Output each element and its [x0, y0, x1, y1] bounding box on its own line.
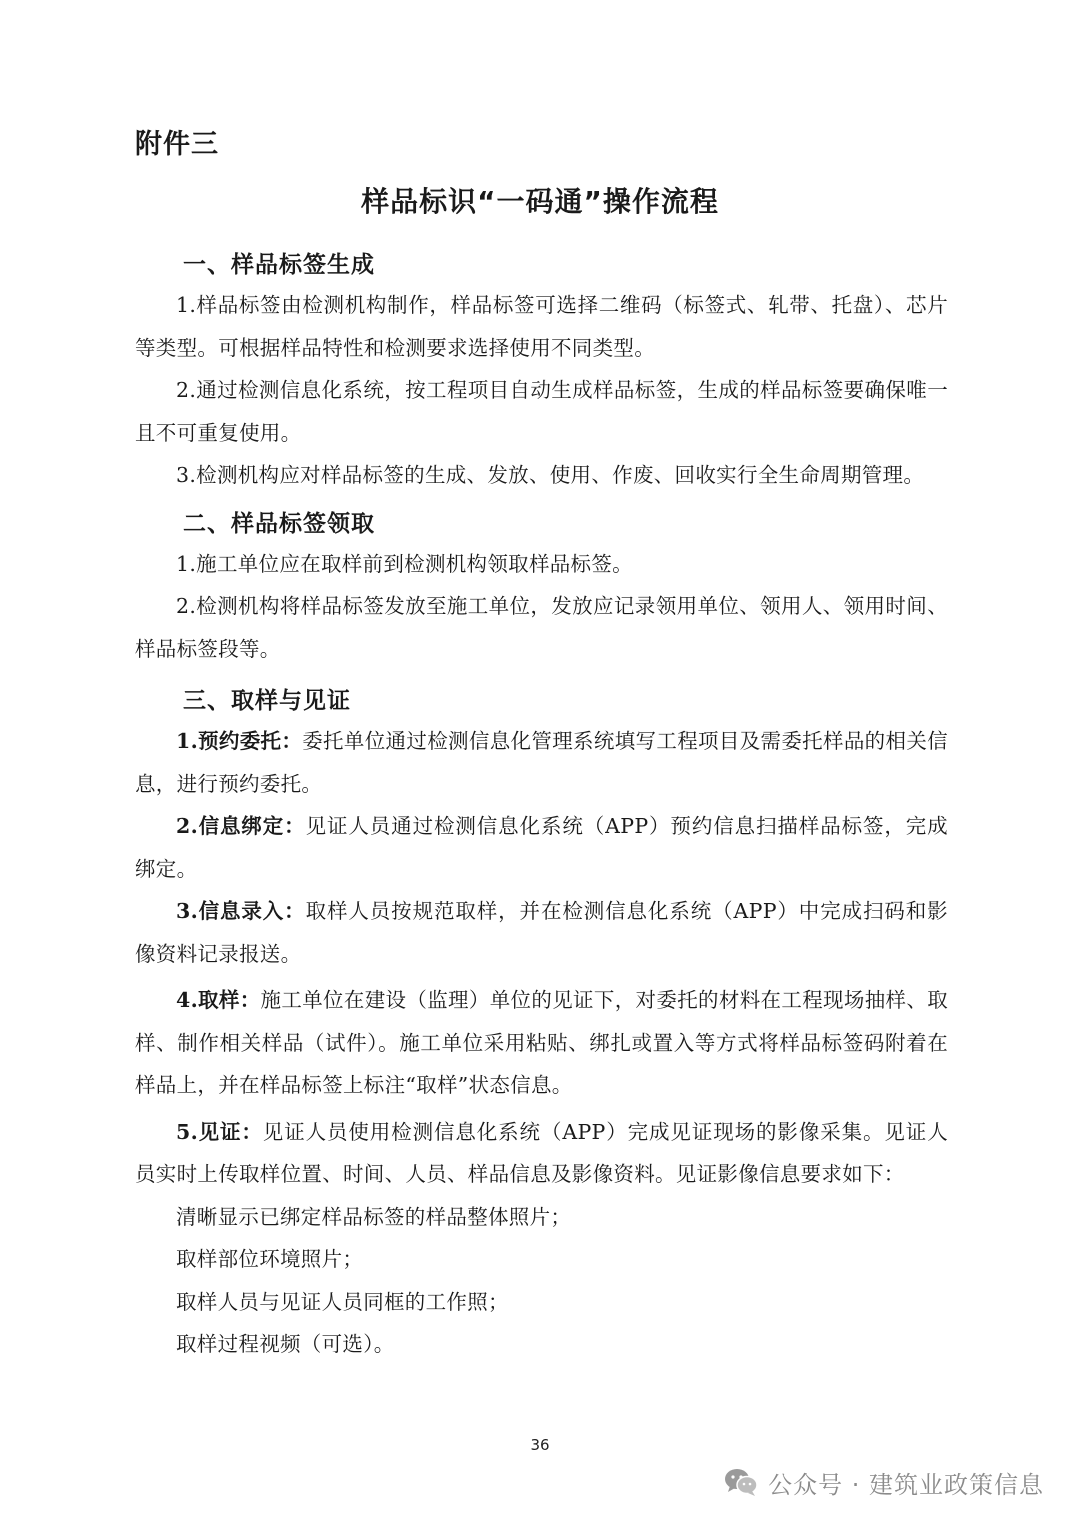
requirement-item: 取样部位环境照片； — [176, 1247, 364, 1271]
document-title: 样品标识“一码通”操作流程 — [361, 185, 719, 218]
page-number: 36 — [530, 1436, 550, 1454]
procedure-item-text: 取样人员按规范取样，并在检测信息化系统（APP）中完成扫码和影像资料记录报送。 — [135, 899, 948, 966]
procedure-item — [135, 1111, 948, 1196]
watermark-text: 公众号 · 建筑业政策信息 — [768, 1470, 1044, 1499]
procedure-item — [135, 979, 948, 1107]
procedure-item-label: 2.信息绑定： — [176, 814, 306, 838]
attachment-label: 附件三 — [135, 129, 219, 160]
procedure-item-label: 3.信息录入： — [176, 899, 306, 923]
paragraph: 2.检测机构将样品标签发放至施工单位，发放应记录领用单位、领用人、领用时间、样品标签段等。 — [135, 594, 948, 661]
procedure-item-label: 5.见证： — [176, 1119, 263, 1144]
requirement-item: 取样人员与见证人员同框的工作照； — [176, 1289, 509, 1314]
section-heading-3: 三、取样与见证 — [183, 688, 351, 714]
procedure-item — [135, 805, 948, 890]
procedure-item — [135, 720, 948, 805]
video-requirements-list — [135, 1196, 948, 1366]
procedure-item-label: 1.预约委托： — [176, 729, 303, 753]
paragraph: 2.通过检测信息化系统，按工程项目自动生成样品标签，生成的样品标签要确保唯一且不可重复使用。 — [135, 378, 948, 445]
procedure-item-text: 委托单位通过检测信息化管理系统填写工程项目及需委托样品的相关信息，进行预约委托。 — [135, 729, 948, 796]
paragraph: 1.样品标签由检测机构制作，样品标签可选择二维码（标签式、轧带、托盘）、芯片等类型。可根据样品特性和检测要求选择使用不同类型。 — [135, 293, 948, 360]
paragraph: 1.施工单位应在取样前到检测机构领取样品标签。 — [176, 551, 633, 576]
procedure-item-text: 见证人员使用检测信息化系统（APP）完成见证现场的影像采集。见证人员实时上传取样位置、时间、人员、样品信息及影像资料。见证影像信息要求如下： — [135, 1119, 948, 1186]
procedure-item — [135, 890, 948, 975]
section-heading-2: 二、样品标签领取 — [183, 510, 375, 537]
document-body — [135, 246, 948, 1366]
wechat-icon — [724, 1467, 758, 1497]
requirement-item: 取样过程视频（可选）。 — [176, 1332, 395, 1356]
watermark — [724, 1462, 1044, 1502]
procedure-item-text: 施工单位在建设（监理）单位的见证下，对委托的材料在工程现场抽样、取样、制作相关样品（试件）。施工单位采用粘贴、绑扎或置入等方式将样品标签码附着在样品上，并在样品标签上标注“取样”状态信息。 — [135, 988, 949, 1097]
paragraph: 3.检测机构应对样品标签的生成、发放、使用、作废、回收实行全生命周期管理。 — [176, 463, 925, 487]
section-heading-1: 一、样品标签生成 — [183, 252, 375, 278]
procedure-item-text: 见证人员通过检测信息化系统（APP）预约信息扫描样品标签，完成绑定。 — [135, 814, 948, 881]
requirement-item: 清晰显示已绑定样品标签的样品整体照片； — [176, 1204, 572, 1229]
procedure-item-label: 4.取样： — [176, 988, 261, 1012]
